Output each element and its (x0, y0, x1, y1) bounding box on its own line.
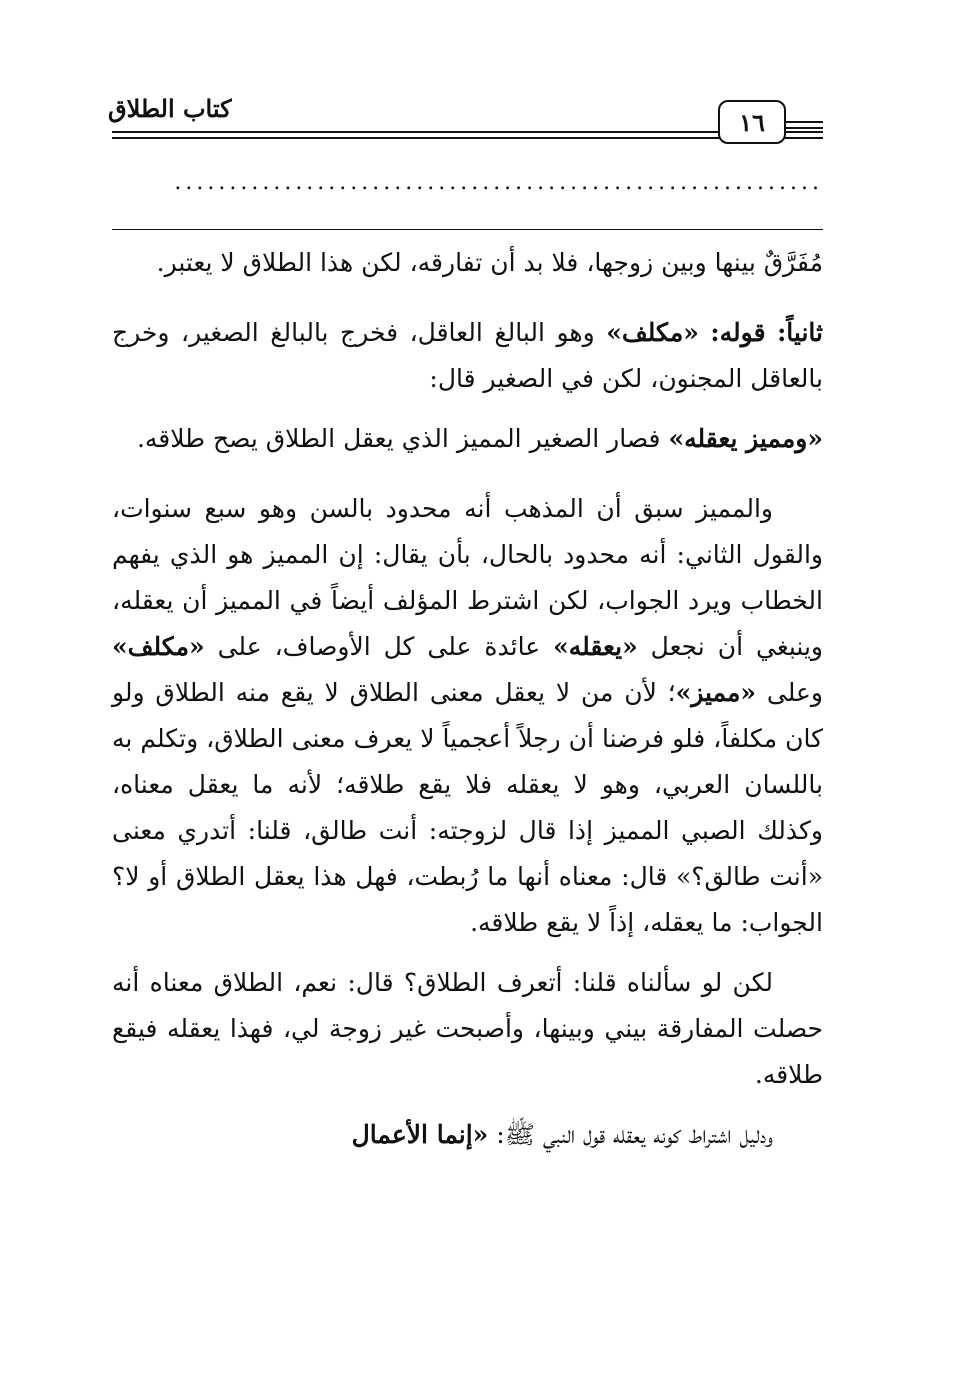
paragraph-1 (112, 240, 823, 286)
paragraph-text: والمميز سبق أن المذهب أنه محدود بالسن وهو سبع سنوات، والقول الثاني: أنه محدود بالحال، بأن يقال: إن المميز هو الذي يفهم الخطاب ويرد الجواب، لكن اشترط المؤلف أيضاً في المميز أن يعقله، وينبغي أن نجعل (112, 494, 823, 661)
paragraph-3 (112, 416, 823, 462)
paragraph-5 (112, 960, 823, 1098)
quoted-term: «مميز» (675, 678, 757, 707)
paragraph-text: وهو البالغ العاقل، فخرج بالبالغ الصغير، وخرج بالعاقل المجنون، لكن في الصغير قال: (112, 318, 823, 393)
paragraph-text: مُفَرَّقٌ بينها وبين زوجها، فلا بد أن تفارقه، لكن هذا الطلاق لا يعتبر. (156, 248, 823, 277)
header-rule-bottom (112, 137, 823, 139)
page-number: ١٦ (718, 100, 786, 144)
separator-rule (112, 229, 823, 230)
book-title: كتاب الطلاق (108, 94, 232, 123)
paragraph-text: لكن لو سألناه قلنا: أتعرف الطلاق؟ قال: نعم، الطلاق معناه أنه حصلت المفارقة بيني وبينها، وأصبحت غير زوجة لي، فهذا يعقله فيقع طلاقه. (112, 968, 823, 1089)
paragraph-text: ؛ لأن من لا يعقل معنى الطلاق لا يقع منه الطلاق ولو كان مكلفاً، فلو فرضنا أن رجلاً أعجمياً لا يعرف معنى الطلاق، وتكلم به باللسان العربي، وهو لا يعقله فلا يقع طلاقه؛ لأنه ما يعقل معناه، وكذلك الصبي المميز إذا قال لزوجته: أنت طالق، قلنا: أتدري معنى «أنت طالق؟» قال: معناه أنها ما رُبطت، فهل هذا يعقل الطلاق أو لا؟ الجواب: ما يعقله، إذاً لا يقع طلاقه. (112, 678, 823, 937)
paragraph-2 (112, 310, 823, 402)
dotted-separator: ........................................................... (174, 170, 823, 195)
quoted-term: «مكلف» (606, 318, 699, 347)
paragraph-6 (112, 1112, 823, 1158)
paragraph-text: ودليل اشتراط كونه يعقله قول النبي ﷺ: (496, 1120, 773, 1149)
section-label: ثانياً: (777, 318, 824, 347)
quoted-term: «مكلف» (112, 632, 205, 661)
header-ornament-line (786, 121, 823, 123)
paragraph-text: عائدة على كل الأوصاف، على (217, 632, 541, 661)
header-ornament-line (786, 127, 823, 129)
paragraph-4 (112, 486, 823, 946)
paragraph-text: فصار الصغير المميز الذي يعقل الطلاق يصح طلاقه. (136, 424, 661, 453)
hadith-quote: «إنما الأعمال (351, 1120, 489, 1149)
quoted-term: «ومميز يعقله» (668, 424, 823, 453)
paragraph-text: وعلى (766, 678, 823, 707)
qawluhu-label: قوله: (710, 318, 766, 347)
body-text (112, 240, 823, 1158)
quoted-term: «يعقله» (553, 632, 638, 661)
header-rule-top (112, 131, 823, 133)
